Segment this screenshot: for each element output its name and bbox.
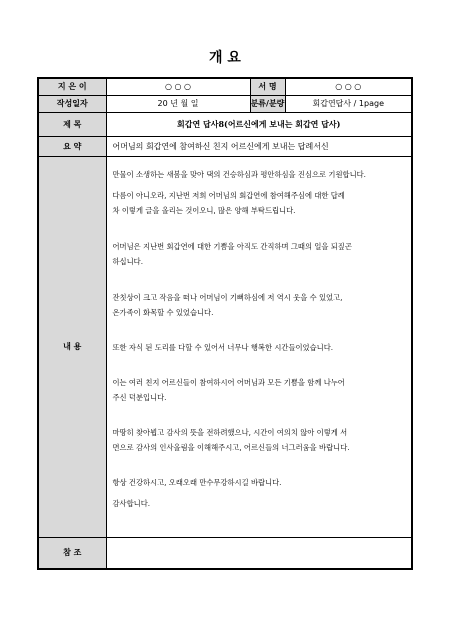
- reference-label: 참 조: [38, 537, 106, 569]
- content-paragraph: 이는 여러 친지 어르신들이 참여하시어 어머님과 모든 기쁨을 함께 나누어: [112, 377, 345, 387]
- content-paragraph: 감사합니다.: [112, 498, 151, 508]
- subject-label: 제 목: [38, 112, 106, 136]
- signature-value: ○ ○ ○: [285, 78, 412, 95]
- content-paragraph: 마땅히 찾아뵙고 감사의 뜻을 전하려했으나, 시간이 여의치 않아 이렇게 서: [112, 427, 348, 437]
- content-paragraph: 어머님은 지난번 회갑연에 대한 기쁨을 아직도 간직하며 그때의 일을 되짚곤: [112, 241, 352, 251]
- category-value: 회갑연답사 / 1page: [285, 95, 412, 112]
- content-paragraph: 온가족이 화목할 수 있었습니다.: [112, 307, 214, 317]
- date-row: [38, 95, 412, 112]
- subject-row: [38, 112, 412, 136]
- content-row: [38, 156, 412, 537]
- content-paragraph: 항상 건강하시고, 오래오래 만수무강하시길 바랍니다.: [112, 477, 282, 487]
- content-paragraph: 또한 자식 된 도리를 다할 수 있어서 너무나 행복한 시간들이었습니다.: [112, 342, 334, 352]
- summary-form-table: [37, 77, 413, 570]
- signature-label: 서 명: [250, 78, 285, 95]
- content-body: [106, 156, 412, 537]
- subject-value: 회갑연 답사8(어르신에게 보내는 회갑연 답사): [106, 112, 412, 136]
- date-label: 작성일자: [38, 95, 106, 112]
- author-label: 지 은 이: [38, 78, 106, 95]
- content-label: 내 용: [38, 156, 106, 537]
- reference-value: [106, 537, 412, 569]
- content-paragraph: 다름이 아니오라, 지난번 저희 어머님의 회갑연에 참여해주심에 대한 답례: [112, 190, 345, 200]
- content-paragraph: 하십니다.: [112, 256, 144, 266]
- category-label: 분류/분량: [250, 95, 285, 112]
- author-row: [38, 78, 412, 95]
- content-paragraph: 잔칫상이 크고 작음을 떠나 어머님이 기뻐하심에 저 역시 웃을 수 있었고,: [112, 292, 343, 302]
- date-value: 20 년 월 일: [106, 95, 250, 112]
- summary-value: 어머님의 회갑연에 참여하신 친지 어르신에게 보내는 답례서신: [106, 136, 412, 156]
- summary-row: [38, 136, 412, 156]
- content-paragraph: 만물이 소생하는 새봄을 맞아 댁의 건승하심과 평안하심을 진심으로 기원합니다.: [112, 169, 366, 179]
- content-paragraph: 면으로 감사의 인사올림을 이해해주시고, 어르신들의 너그러움을 바랍니다.: [112, 442, 350, 452]
- content-paragraph: 차 이렇게 글을 올리는 것이오니, 많은 양해 부탁드립니다.: [112, 205, 296, 215]
- document-title: 개 요: [209, 50, 241, 66]
- author-value: ○ ○ ○: [106, 78, 250, 95]
- summary-label: 요 약: [38, 136, 106, 156]
- reference-row: [38, 537, 412, 569]
- content-paragraph: 주신 덕분입니다.: [112, 392, 167, 402]
